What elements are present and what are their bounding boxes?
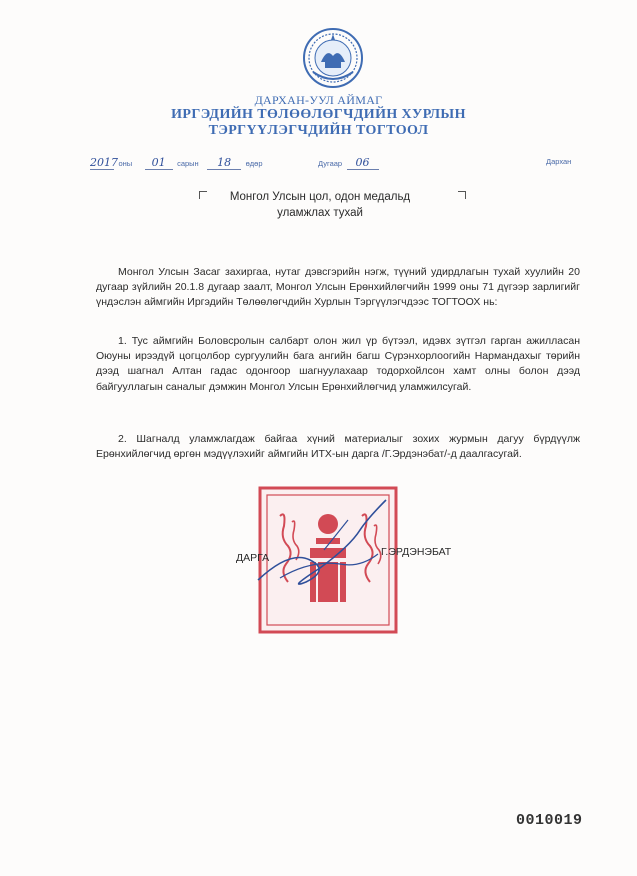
decision-item-2: 2. Шагналд уламжлагдаж байгаа хүний материалыг зохих журмын дагуу бүрдүүлж Ерөнхийлөгчид өргөн мэдүүлэхийг аймгийн ИТХ-ын дарга /Г.Эрдэнэбат/-д даалгасугай. — [96, 433, 580, 461]
state-emblem-icon — [301, 26, 365, 90]
date-day: 18 — [207, 156, 241, 170]
serial-number: 0010019 — [516, 812, 583, 829]
number-value: 06 — [347, 156, 379, 170]
decision-item-1: 1. Тус аймгийн Боловсролын салбарт олон жил үр бүтээл, идэвх зүтгэл гарган ажилласан Оюуны ирээдүй цогцолбор сургуулийн бага ангийн багш Сүрэнхорлоогийн Нармандахыг төрийн дээд шагнал Алтан гадас одонгоор шагнуулахаар тодорхойлсон хамт олны болон дээд байгууллагын саналыг дэмжин Монгол Улсын Ерөнхийлөгчид уламжилсугай. — [96, 335, 580, 393]
number-label: Дугаар — [318, 159, 343, 168]
header-resolution: ТЭРГҮҮЛЭГЧДИЙН ТОГТООЛ — [208, 123, 429, 138]
subject-title — [200, 189, 440, 221]
subject-line-2: уламжлах тухай — [277, 207, 363, 219]
date-month-suffix: сарын — [177, 159, 199, 168]
intro-paragraph: Монгол Улсын Засаг захиргаа, нутаг дэвсгэрийн нэгж, түүний удирдлагын тухай хуулийн 20 дугаар зүйлийн 20.1.8 дугаар заалт, Монгол Улсын Ерөнхийлөгчийн 1999 оны 71 дүгээр зарлигийг үндэслэн аймгийн Иргэдийн Төлөөлөгчдийн Хурлын Тэргүүлэгчдээс ТОГТООХ нь: — [96, 266, 580, 309]
subject-line-1: Монгол Улсын цол, одон медальд — [229, 191, 411, 203]
date-month: 01 — [145, 156, 173, 170]
document-number — [318, 153, 379, 171]
subject-bracket-right — [458, 191, 466, 199]
header-region: ДАРХАН-УУЛ АЙМАГ — [254, 93, 383, 107]
date-line — [90, 153, 263, 171]
place: Дархан — [546, 157, 572, 166]
date-day-suffix: өдөр — [245, 159, 263, 168]
date-year: 2017 — [90, 156, 118, 169]
date-year-suffix: оны — [118, 159, 133, 168]
signature-name: Г.ЭРДЭНЭБАТ — [381, 546, 452, 558]
header-council: ИРГЭДИЙН ТӨЛӨӨЛӨГЧДИЙН ХУРЛЫН — [171, 107, 466, 122]
signature-title: ДАРГА — [236, 552, 270, 564]
handwritten-signature — [250, 490, 400, 600]
